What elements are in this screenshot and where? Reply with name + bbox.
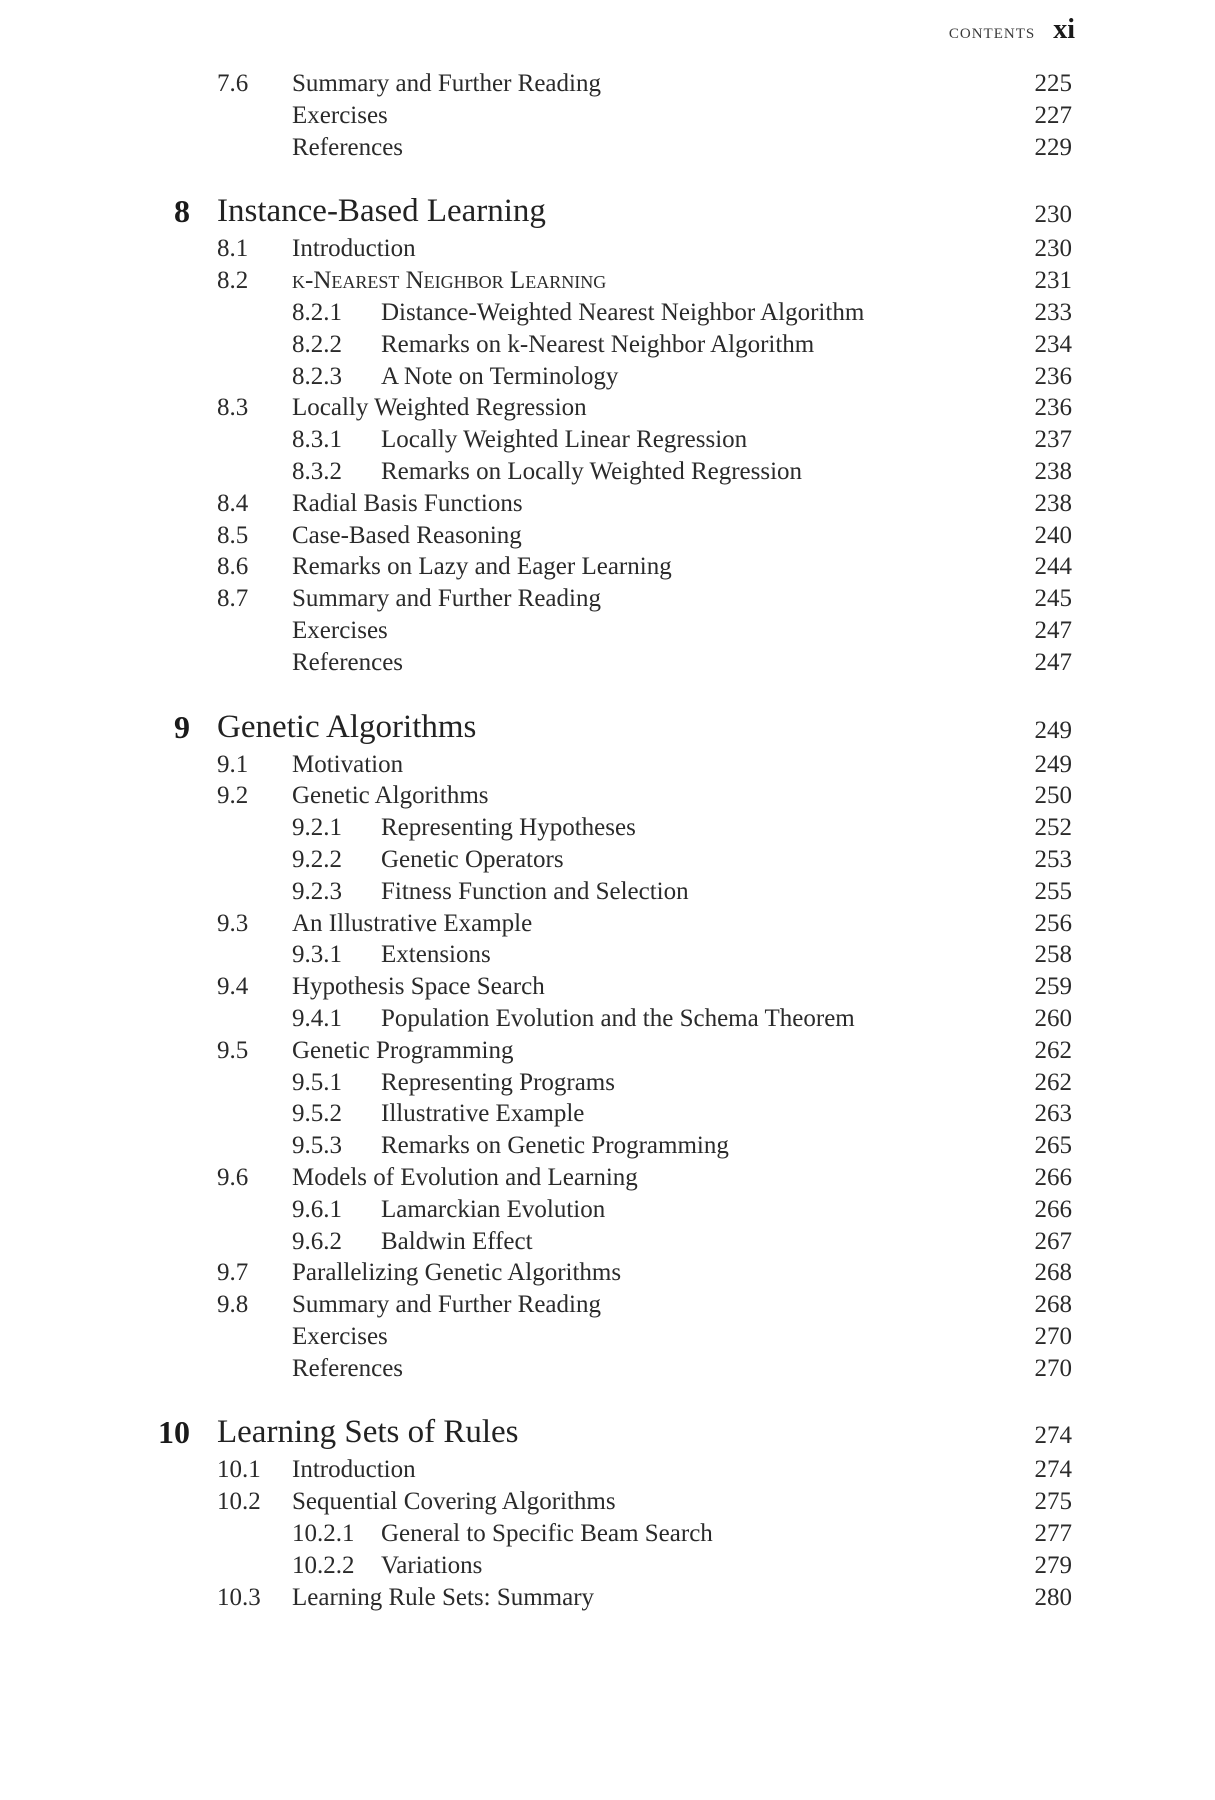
toc-nonum-row	[0, 100, 1215, 132]
toc-subsection-row	[0, 876, 1215, 908]
toc-entry-page: 238	[1034, 457, 1072, 485]
toc-entry-page: 225	[1034, 70, 1072, 97]
toc-entry-title: Genetic Programming	[292, 1036, 514, 1064]
toc-entry-number: 7.6	[217, 70, 249, 97]
toc-entry-title: Learning Sets of Rules	[217, 1414, 519, 1451]
toc-entry-page: 262	[1034, 1068, 1072, 1096]
toc-entry-page: 280	[1034, 1583, 1072, 1611]
toc-entry-page: 236	[1034, 394, 1072, 422]
toc-entry-page: 245	[1034, 585, 1072, 613]
toc-entry-number: 9.2.3	[292, 877, 342, 905]
toc-entry-title: Extensions	[381, 941, 491, 969]
toc-entry-title: Illustrative Example	[381, 1100, 585, 1128]
toc-subsection-row	[0, 1130, 1215, 1162]
toc-entry-number: 9.4	[217, 973, 249, 1001]
toc-entry-title: Introduction	[292, 1456, 416, 1484]
toc-entry-title: Summary and Further Reading	[292, 1291, 601, 1319]
toc-entry-number: 8.5	[217, 521, 249, 549]
toc-section-row	[0, 1257, 1215, 1289]
toc-section-row	[0, 971, 1215, 1003]
toc-chapter-row	[0, 1410, 1215, 1454]
toc-entry-number: 8.4	[217, 489, 249, 517]
toc-nonum-row	[0, 647, 1215, 679]
toc-entry-page: 250	[1034, 782, 1072, 810]
toc-subsection-row	[0, 1003, 1215, 1035]
toc-entry-title: k-Nearest Neighbor Learning	[292, 267, 607, 295]
toc-entry-page: 259	[1034, 973, 1072, 1001]
toc-entry-number: 9.6.1	[292, 1195, 342, 1223]
toc-entry-page: 268	[1034, 1291, 1072, 1319]
toc-entry-number: 10.2.2	[292, 1551, 355, 1579]
toc-nonum-row	[0, 615, 1215, 647]
page-number: xi	[1053, 14, 1075, 45]
toc-subsection-row	[0, 1550, 1215, 1582]
toc-entry-number: 9.2.1	[292, 814, 342, 842]
toc-entry-title: Remarks on Genetic Programming	[381, 1132, 729, 1160]
toc-entry-title: Representing Programs	[381, 1068, 615, 1096]
toc-entry-title: Exercises	[292, 1322, 388, 1350]
toc-entry-number: 10	[158, 1414, 190, 1451]
toc-entry-number: 8.2	[217, 267, 249, 295]
toc-entry-title: Summary and Further Reading	[292, 70, 601, 97]
toc-entry-title: Exercises	[292, 616, 388, 644]
toc-entry-page: 260	[1034, 1004, 1072, 1032]
toc-entry-page: 274	[1034, 1422, 1072, 1450]
toc-subsection-row	[0, 329, 1215, 361]
toc-subsection-row	[0, 1194, 1215, 1226]
toc-entry-page: 227	[1034, 101, 1072, 129]
toc-entry-number: 9.7	[217, 1259, 249, 1287]
toc-subsection-row	[0, 297, 1215, 329]
toc-entry-title: References	[292, 1354, 404, 1382]
toc-entry-page: 277	[1034, 1520, 1072, 1548]
toc-entry-title: General to Specific Beam Search	[381, 1520, 713, 1548]
toc-entry-title: Sequential Covering Algorithms	[292, 1488, 616, 1516]
toc-entry-title: Distance-Weighted Nearest Neighbor Algorithm	[381, 298, 865, 326]
toc-entry-title: Lamarckian Evolution	[381, 1195, 606, 1223]
toc-entry-page: 252	[1034, 814, 1072, 842]
toc-section-row	[0, 233, 1215, 265]
toc-chapter-row	[0, 705, 1215, 749]
toc-entry-number: 10.2	[217, 1488, 261, 1516]
toc-entry-page: 266	[1034, 1163, 1072, 1191]
toc-section-row	[0, 68, 1215, 100]
toc-entry-title: Summary and Further Reading	[292, 585, 601, 613]
toc-entry-title: References	[292, 133, 404, 161]
toc-entry-title: Locally Weighted Regression	[292, 394, 587, 422]
toc-entry-title: An Illustrative Example	[292, 909, 533, 937]
toc-entry-page: 253	[1034, 845, 1072, 873]
toc-section-row	[0, 265, 1215, 297]
toc-entry-title: Locally Weighted Linear Regression	[381, 426, 748, 454]
toc-entry-title: Models of Evolution and Learning	[292, 1163, 638, 1191]
toc-entry-page: 249	[1034, 716, 1072, 744]
toc-section-row	[0, 392, 1215, 424]
toc-section-row	[0, 551, 1215, 583]
toc-section-row	[0, 1454, 1215, 1486]
toc-entry-page: 256	[1034, 909, 1072, 937]
toc-entry-title: Remarks on Locally Weighted Regression	[381, 457, 803, 485]
toc-entry-title: Remarks on Lazy and Eager Learning	[292, 553, 672, 581]
toc-entry-number: 8.1	[217, 235, 249, 263]
toc-nonum-row	[0, 132, 1215, 164]
toc-entry-title: Introduction	[292, 235, 416, 263]
toc-subsection-row	[0, 1067, 1215, 1099]
toc-entry-page: 231	[1034, 267, 1072, 295]
toc-entry-number: 8.7	[217, 585, 249, 613]
toc-entry-page: 275	[1034, 1488, 1072, 1516]
toc-entry-title: Fitness Function and Selection	[381, 877, 689, 905]
toc-section-row	[0, 488, 1215, 520]
toc-entry-title: Exercises	[292, 101, 388, 129]
toc-entry-number: 10.1	[217, 1456, 261, 1484]
toc-entry-number: 8.3.1	[292, 426, 342, 454]
toc-section-row	[0, 1582, 1215, 1614]
toc-entry-page: 270	[1034, 1322, 1072, 1350]
toc-entry-page: 238	[1034, 489, 1072, 517]
toc-entry-number: 10.2.1	[292, 1520, 355, 1548]
toc-subsection-row	[0, 1518, 1215, 1550]
toc-subsection-row	[0, 1226, 1215, 1258]
toc-entry-number: 8.2.3	[292, 362, 342, 390]
toc-entry-page: 237	[1034, 426, 1072, 454]
toc-section-row	[0, 583, 1215, 615]
toc-entry-title: Baldwin Effect	[381, 1227, 533, 1255]
toc-entry-page: 229	[1034, 133, 1072, 161]
toc-subsection-row	[0, 812, 1215, 844]
toc-entry-page: 279	[1034, 1551, 1072, 1579]
toc-entry-number: 9.2.2	[292, 845, 342, 873]
toc-entry-title: Case-Based Reasoning	[292, 521, 522, 549]
toc-entry-number: 9.1	[217, 750, 249, 778]
toc-subsection-row	[0, 361, 1215, 393]
toc-entry-title: Learning Rule Sets: Summary	[292, 1583, 595, 1611]
toc-entry-page: 268	[1034, 1259, 1072, 1287]
toc-entry-number: 9.6	[217, 1163, 249, 1191]
toc-entry-page: 249	[1034, 750, 1072, 778]
toc-entry-number: 8.3.2	[292, 457, 342, 485]
running-head-label: CONTENTS	[948, 26, 1036, 42]
toc-entry-title: Remarks on k-Nearest Neighbor Algorithm	[381, 330, 815, 358]
toc-entry-page: 236	[1034, 362, 1072, 390]
toc-entry-page: 247	[1034, 616, 1072, 644]
toc-entry-number: 9.3.1	[292, 941, 342, 969]
toc-nonum-row	[0, 1321, 1215, 1353]
toc-entry-number: 9.4.1	[292, 1004, 342, 1032]
toc-entry-title: Genetic Operators	[381, 845, 564, 873]
toc-entry-title: Genetic Algorithms	[217, 708, 477, 745]
toc-section-row	[0, 520, 1215, 552]
toc-section-row	[0, 1289, 1215, 1321]
toc-entry-title: References	[292, 648, 404, 676]
toc-entry-page: 266	[1034, 1195, 1072, 1223]
toc-section-row	[0, 1162, 1215, 1194]
running-head	[0, 14, 1075, 46]
toc-entry-page: 274	[1034, 1456, 1072, 1484]
toc-entry-title: Genetic Algorithms	[292, 782, 489, 810]
toc-entry-number: 9.6.2	[292, 1227, 342, 1255]
toc-entry-title: Motivation	[292, 750, 404, 778]
toc-chapter-row	[0, 189, 1215, 233]
toc-entry-number: 9.5.1	[292, 1068, 342, 1096]
toc-nonum-row	[0, 1353, 1215, 1385]
toc-entry-title: Representing Hypotheses	[381, 814, 636, 842]
toc-entry-number: 9.5	[217, 1036, 249, 1064]
toc-subsection-row	[0, 424, 1215, 456]
toc-subsection-row	[0, 456, 1215, 488]
toc-entry-number: 8.3	[217, 394, 249, 422]
toc-entry-number: 8	[174, 193, 190, 230]
toc-entry-page: 240	[1034, 521, 1072, 549]
toc-entry-title: A Note on Terminology	[381, 362, 619, 390]
toc-entry-number: 10.3	[217, 1583, 261, 1611]
toc-entry-title: Variations	[381, 1551, 483, 1579]
toc-entry-number: 9	[174, 708, 190, 745]
toc-entry-page: 233	[1034, 298, 1072, 326]
toc-section-row	[0, 1035, 1215, 1067]
toc-entry-page: 263	[1034, 1100, 1072, 1128]
toc-section-row	[0, 908, 1215, 940]
toc-entry-page: 267	[1034, 1227, 1072, 1255]
toc-entry-number: 9.5.2	[292, 1100, 342, 1128]
toc-entry-page: 244	[1034, 553, 1072, 581]
toc-entry-page: 265	[1034, 1132, 1072, 1160]
toc-entry-page: 258	[1034, 941, 1072, 969]
toc-entry-number: 9.2	[217, 782, 249, 810]
toc-entry-title: Parallelizing Genetic Algorithms	[292, 1259, 622, 1287]
toc-section-row	[0, 749, 1215, 781]
toc-entry-number: 9.5.3	[292, 1132, 342, 1160]
toc-entry-number: 9.3	[217, 909, 249, 937]
toc-entry-number: 8.2.1	[292, 298, 342, 326]
toc-section-row	[0, 780, 1215, 812]
toc-entry-number: 8.6	[217, 553, 249, 581]
toc-entry-title: Instance-Based Learning	[217, 193, 546, 230]
toc-entry-title: Population Evolution and the Schema Theorem	[381, 1004, 855, 1032]
table-of-contents	[0, 68, 1215, 1613]
toc-section-row	[0, 1486, 1215, 1518]
toc-subsection-row	[0, 1098, 1215, 1130]
toc-entry-title: Radial Basis Functions	[292, 489, 523, 517]
toc-entry-page: 247	[1034, 648, 1072, 676]
toc-entry-page: 262	[1034, 1036, 1072, 1064]
toc-entry-number: 9.8	[217, 1291, 249, 1319]
toc-subsection-row	[0, 844, 1215, 876]
toc-entry-page: 255	[1034, 877, 1072, 905]
toc-entry-page: 270	[1034, 1354, 1072, 1382]
toc-entry-page: 230	[1034, 201, 1072, 229]
toc-entry-page: 230	[1034, 235, 1072, 263]
toc-entry-title: Hypothesis Space Search	[292, 973, 545, 1001]
toc-entry-page: 234	[1034, 330, 1072, 358]
toc-entry-number: 8.2.2	[292, 330, 342, 358]
toc-subsection-row	[0, 939, 1215, 971]
